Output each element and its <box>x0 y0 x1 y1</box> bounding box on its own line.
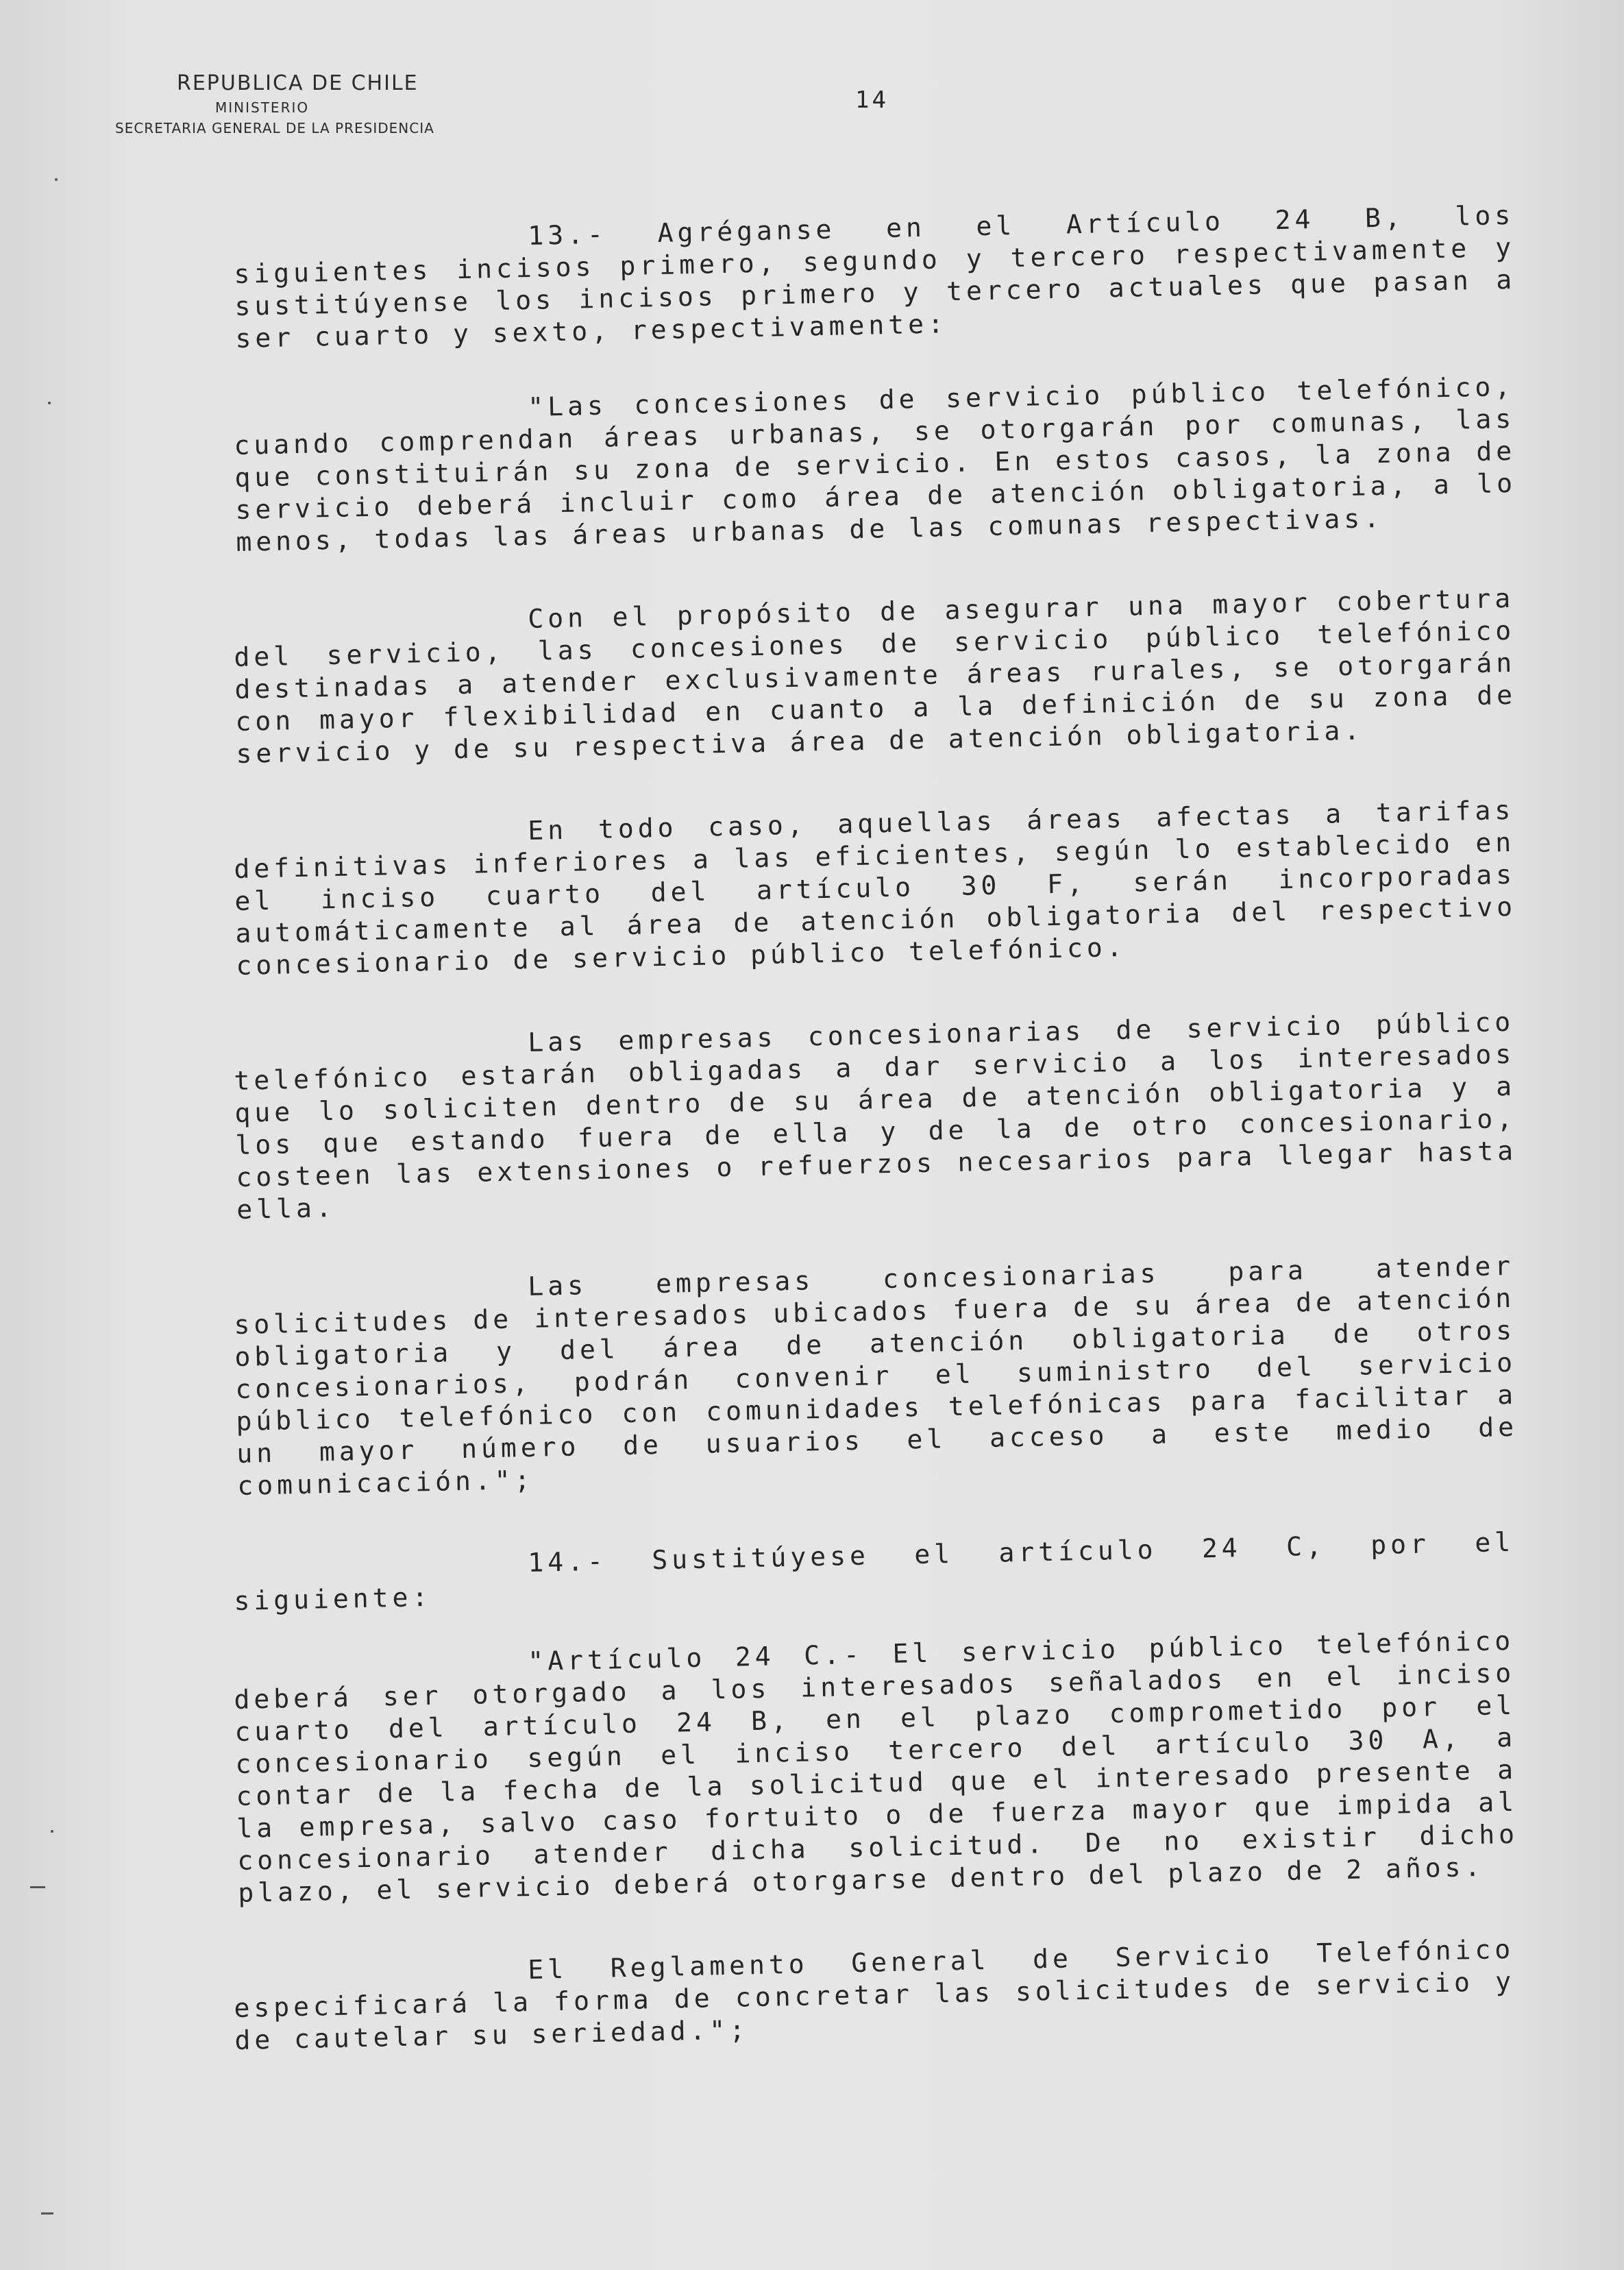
margin-dot-mark <box>51 1830 53 1833</box>
letterhead-country: REPUBLICA DE CHILE <box>177 71 419 95</box>
paragraph: Con el propósito de asegurar una mayor cobertura del servicio, las concesiones de servicio público telefónico destinadas a atender exclusivamente áreas rurales, se otorgarán con mayor flexibilidad en cuanto a la definición de su zona de servicio y de su respectiva área de atención obligatoria. <box>234 583 1517 769</box>
page-number: 14 <box>855 86 889 114</box>
letterhead-secretariat: SECRETARIA GENERAL DE LA PRESIDENCIA <box>115 120 434 136</box>
paragraph: En todo caso, aquellas áreas afectas a tarifas definitivas inferiores a las eficientes, según lo establecido en el inciso cuarto del artículo 30 F, serán incorporadas automáticamente al área de atención obligatoria del respectivo concesionario de servicio público telefónico. <box>234 794 1517 981</box>
letterhead-ministry: MINISTERIO <box>215 99 310 116</box>
margin-dot-mark <box>48 402 51 404</box>
document-body <box>233 199 1519 2108</box>
letterhead <box>115 71 434 136</box>
paragraph: El Reglamento General de Servicio Telefónico especificará la forma de concretar las solicitudes de servicio y de cautelar su seriedad."; <box>234 1933 1516 2055</box>
paragraph-item-13: 13.- Agréganse en el Artículo 24 B, los siguientes incisos primero, segundo y tercero respectivamente y sustitúyense los incisos primero y tercero actuales que pasan a ser cuarto y sexto, respectivamente: <box>234 199 1516 354</box>
paragraph: "Artículo 24 C.- El servicio público telefónico deberá ser otorgado a los interesados señalados en el inciso cuarto del artículo 24 B, en el plazo comprometido por el concesionario según el inciso tercero del artículo 30 A, a contar de la fecha de la solicitud que el interesado presente a la empresa, salvo caso fortuito o de fuerza mayor que impida al concesionario atender dicha solicitud. De no existir dicho plazo, el servicio deberá otorgarse dentro del plazo de 2 años. <box>234 1625 1519 1908</box>
paragraph: Las empresas concesionarias para atender solicitudes de interesados ubicados fuera de su área de atención obligatoria y del área de atención obligatoria de otros concesionarios, podrán convenir el suministro del servicio público telefónico con comunidades telefónicas para facilitar a un mayor número de usuarios el acceso a este medio de comunicación."; <box>234 1250 1518 1501</box>
margin-dot-mark <box>55 178 58 181</box>
paragraph-item-14: 14.- Sustitúyese el artículo 24 C, por el siguiente: <box>234 1526 1515 1616</box>
paragraph: "Las concesiones de servicio público telefónico, cuando comprendan áreas urbanas, se otorgarán por comunas, las que constituirán su zona de servicio. En estos casos, la zona de servicio deberá incluir como área de atención obligatoria, a lo menos, todas las áreas urbanas de las comunas respectivas. <box>234 371 1517 557</box>
margin-dash-mark <box>30 1886 45 1888</box>
margin-dash-mark <box>41 2212 53 2214</box>
paragraph: Las empresas concesionarias de servicio público telefónico estarán obligadas a dar servicio a los interesados que lo soliciten dentro de su área de atención obligatoria y a los que estando fuera de ella y de la de otro concesionario, costeen las extensiones o refuerzos necesarios para llegar hasta ella. <box>234 1006 1518 1225</box>
